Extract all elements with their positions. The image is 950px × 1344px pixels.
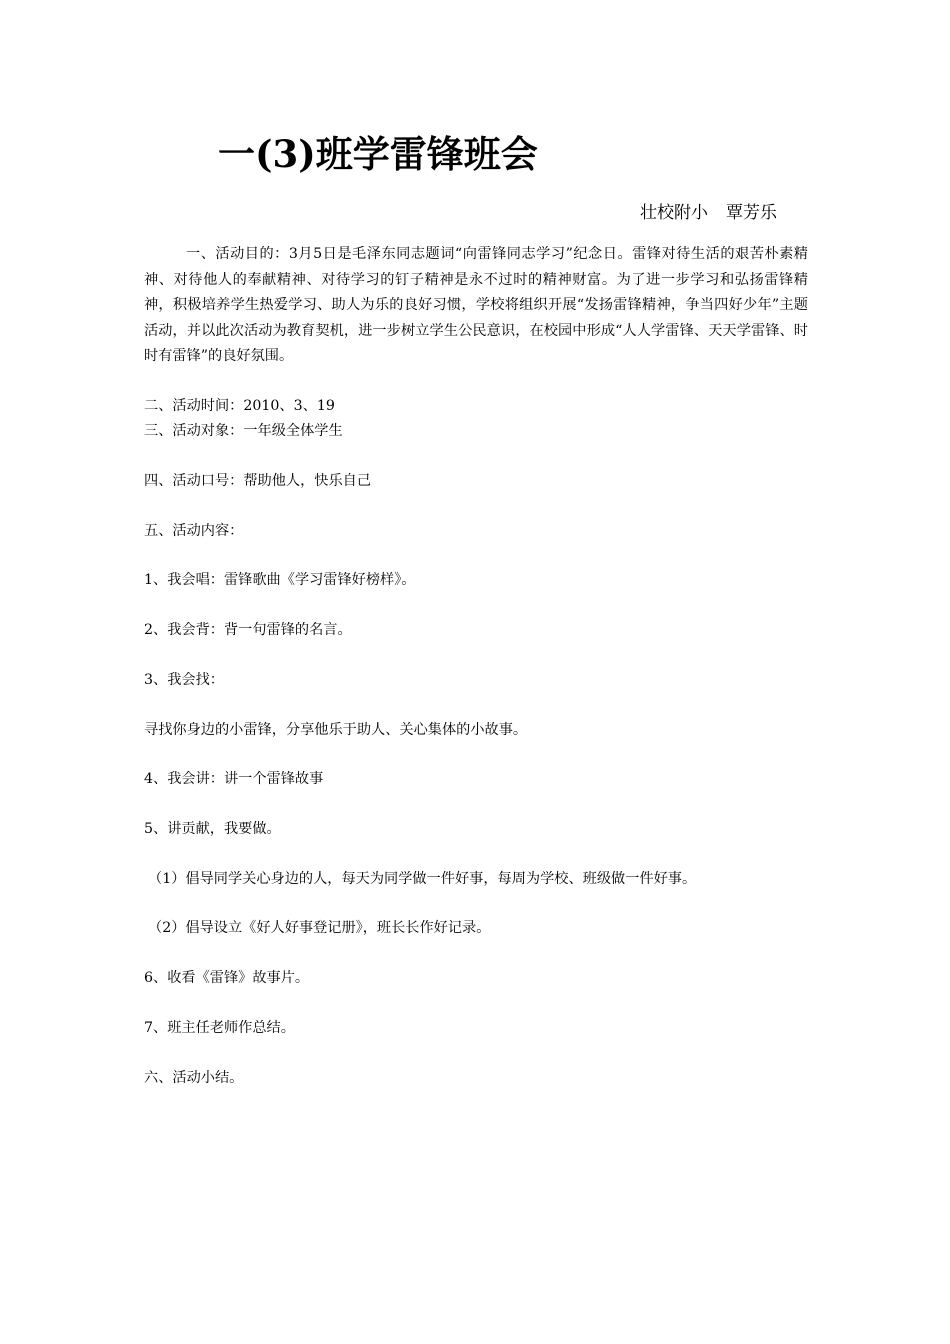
- activity-content-heading: 五、活动内容：: [144, 523, 244, 539]
- activity-summary: 六、活动小结。: [144, 1070, 244, 1086]
- content-item-2: 2、我会背：背一句雷锋的名言。: [144, 622, 352, 638]
- content-item-3: 3、我会找：: [144, 672, 224, 688]
- author-name: 覃芳乐: [726, 203, 777, 223]
- activity-time: 二、活动时间：2010、3、19: [144, 398, 335, 414]
- content-item-1: 1、我会唱：雷锋歌曲《学习雷锋好榜样》。: [144, 572, 416, 588]
- content-item-7: 7、班主任老师作总结。: [144, 1020, 295, 1036]
- content-item-5: 5、讲贡献，我要做。: [144, 821, 281, 837]
- document-title: 一(3)班学雷锋班会: [218, 132, 538, 176]
- content-item-5-sub-1: （1）倡导同学关心身边的人，每天为同学做一件好事，每周为学校、班级做一件好事。: [148, 871, 697, 887]
- activity-slogan: 四、活动口号：帮助他人，快乐自己: [144, 473, 372, 489]
- content-item-3-detail: 寻找你身边的小雷锋，分享他乐于助人、关心集体的小故事。: [144, 722, 528, 738]
- content-item-4: 4、我会讲：讲一个雷锋故事: [144, 771, 324, 787]
- content-item-5-sub-2: （2）倡导设立《好人好事登记册》，班长长作好记录。: [148, 920, 491, 936]
- content-item-6: 6、收看《雷锋》故事片。: [144, 970, 310, 986]
- purpose-paragraph: 一、活动目的：3月5日是毛泽东同志题词“向雷锋同志学习”纪念日。雷锋对待生活的艰苦朴素精神、对待他人的奉献精神、对待学习的钉子精神是永不过时的精神财富。为了进一步学习和弘扬雷锋精神，积极培养学生热爱学习、助人为乐的良好习惯，学校将组织开展“发扬雷锋精神，争当四好少年”主题活动，并以此次活动为教育契机，进一步树立学生公民意识，在校园中形成“人人学雷锋、天天学雷锋、时时有雷锋”的良好氛围。: [144, 246, 808, 364]
- author-school: 壮校附小: [640, 203, 708, 223]
- author-line: [640, 198, 777, 223]
- activity-target: 三、活动对象：一年级全体学生: [144, 423, 343, 439]
